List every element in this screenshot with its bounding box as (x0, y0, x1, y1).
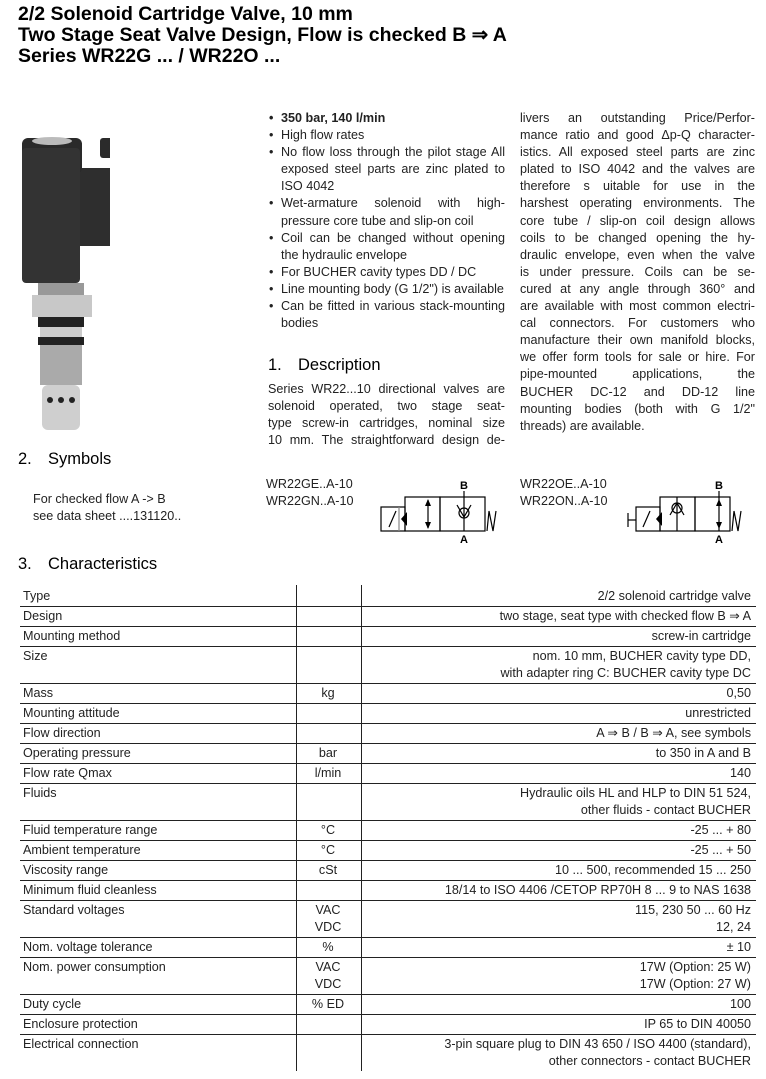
table-row (20, 784, 756, 821)
port-label-b: B (715, 480, 723, 492)
section-title: Description (298, 356, 381, 374)
param-value (362, 607, 757, 627)
value-line: 115, 230 50 ... 60 Hz (635, 903, 751, 917)
model-code: WR22GE..A-10 (266, 477, 353, 491)
port-label-b: B (460, 480, 468, 492)
section-number: 2. (18, 450, 32, 468)
value-line: IP 65 to DIN 40050 (644, 1017, 751, 1031)
value-line: nom. 10 mm, BUCHER cavity type DD, (532, 649, 751, 663)
symbols-note (33, 491, 181, 525)
param-name: Type (20, 585, 297, 607)
title-line: 2/2 Solenoid Cartridge Valve, 10 mm (18, 3, 353, 25)
text-line: therefore s uitable for use in the (520, 179, 755, 194)
param-value (362, 585, 757, 607)
param-name: Flow direction (20, 724, 297, 744)
table-row (20, 861, 756, 881)
param-name: Size (20, 647, 297, 684)
note-line: For checked flow A -> B (33, 492, 166, 506)
param-value (362, 684, 757, 704)
text-line: plated to ISO 4042 and the valves are (520, 162, 755, 177)
param-value (362, 627, 757, 647)
text-line: pipe-mounted applications, the (520, 367, 755, 382)
param-unit (297, 704, 362, 724)
text-line: mance ratio and good Δp-Q character- (520, 128, 755, 143)
feature-item: • High flow rates (268, 127, 505, 144)
table-row (20, 744, 756, 764)
param-name: Mounting method (20, 627, 297, 647)
value-line: -25 ... + 50 (690, 843, 751, 857)
symbol-codes-g (266, 476, 353, 510)
value-line: 2/2 solenoid cartridge valve (597, 589, 751, 603)
feature-item: • 350 bar, 140 l/min (268, 110, 505, 127)
text-line: manufacture their own manifold blocks, (520, 333, 755, 348)
series-line: Series WR22G ... / WR22O ... (18, 45, 281, 67)
feature-item: • Can be fitted in various stack-mounting bodies (268, 298, 505, 332)
value-line: 17W (Option: 27 W) (639, 977, 751, 991)
model-code: WR22OE..A-10 (520, 477, 607, 491)
table-row (20, 627, 756, 647)
param-value (362, 744, 757, 764)
table-row (20, 704, 756, 724)
characteristics-table (20, 585, 756, 1071)
value-line: unrestricted (685, 706, 751, 720)
value-line: 140 (729, 766, 751, 780)
description-right (520, 110, 755, 435)
param-unit: % (297, 938, 362, 958)
param-unit (297, 607, 362, 627)
text-line: BUCHER DC-12 and DD-12 line (520, 384, 755, 399)
table-row (20, 724, 756, 744)
value-line: other connectors - contact BUCHER (548, 1054, 751, 1068)
feature-item: • Line mounting body (G 1/2") is available (268, 281, 505, 298)
value-line: 100 (729, 997, 751, 1011)
param-value (362, 1035, 757, 1072)
valve-symbol-normally-open (622, 475, 752, 545)
param-unit (297, 784, 362, 821)
param-unit: VAC VDC (297, 958, 362, 995)
subtitle-line: Two Stage Seat Valve Design, Flow is checked B ⇒ A (18, 24, 507, 46)
table-row (20, 881, 756, 901)
param-name: Minimum fluid cleanless (20, 881, 297, 901)
valve-photo (10, 108, 110, 438)
param-unit: VAC VDC (297, 901, 362, 938)
table-row (20, 938, 756, 958)
param-value (362, 938, 757, 958)
table-row (20, 607, 756, 627)
table-row (20, 585, 756, 607)
param-name: Standard voltages (20, 901, 297, 938)
param-name: Fluids (20, 784, 297, 821)
section-heading-description (268, 356, 381, 375)
section-heading-characteristics (18, 555, 157, 574)
param-value (362, 841, 757, 861)
model-code: WR22GN..A-10 (266, 494, 354, 508)
param-unit: cSt (297, 861, 362, 881)
text-line: mounting bodies (both with G 1/2" (520, 401, 755, 416)
feature-item: • Coil can be changed without opening the hydraulic envelope (268, 230, 505, 264)
param-name: Mounting attitude (20, 704, 297, 724)
description-left (268, 381, 505, 449)
param-name: Fluid temperature range (20, 821, 297, 841)
value-line: 0,50 (726, 686, 751, 700)
value-line: 3-pin square plug to DIN 43 650 / ISO 4400 (standard), (444, 1037, 751, 1051)
section-number: 3. (18, 555, 32, 573)
port-label-a: A (460, 534, 468, 545)
param-name: Flow rate Qmax (20, 764, 297, 784)
text-line: threads) are available. (520, 418, 645, 433)
value-line: -25 ... + 80 (690, 823, 751, 837)
value-line: two stage, seat type with checked flow B ⇒ A (499, 609, 751, 623)
value-line: 17W (Option: 25 W) (639, 960, 751, 974)
param-name: Enclosure protection (20, 1015, 297, 1035)
value-line: with adapter ring C: BUCHER cavity type DC (500, 666, 751, 680)
param-name: Operating pressure (20, 744, 297, 764)
param-name: Electrical connection (20, 1035, 297, 1072)
value-line: screw-in cartridge (651, 629, 751, 643)
param-value (362, 784, 757, 821)
param-unit: °C (297, 841, 362, 861)
value-line: 10 ... 500, recommended 15 ... 250 (554, 863, 751, 877)
feature-item: • Wet-armature solenoid with high-pressure core tube and slip-on coil (268, 195, 505, 229)
param-name: Nom. power consumption (20, 958, 297, 995)
table-row (20, 684, 756, 704)
text-line: we offer form tools for sale or hire. For (520, 350, 755, 365)
param-unit (297, 627, 362, 647)
param-unit: °C (297, 821, 362, 841)
port-label-a: A (715, 534, 723, 545)
text-line: are available with most common electri- (520, 299, 755, 314)
value-line: other fluids - contact BUCHER (580, 803, 751, 817)
param-value (362, 647, 757, 684)
param-unit: l/min (297, 764, 362, 784)
param-value (362, 704, 757, 724)
param-value (362, 958, 757, 995)
value-line: to 350 in A and B (655, 746, 751, 760)
param-unit (297, 881, 362, 901)
section-number: 1. (268, 356, 282, 374)
param-unit (297, 647, 362, 684)
param-unit: bar (297, 744, 362, 764)
param-name: Mass (20, 684, 297, 704)
table-row (20, 901, 756, 938)
symbol-codes-o (520, 476, 607, 510)
text-line: solenoid operated, two stage seat- (268, 399, 505, 414)
param-name: Ambient temperature (20, 841, 297, 861)
text-line: core tube / slip-on coil design allows (520, 213, 755, 228)
valve-symbol-normally-closed (375, 475, 505, 545)
param-unit (297, 1015, 362, 1035)
section-heading-symbols (18, 450, 111, 469)
param-value (362, 881, 757, 901)
table-row (20, 841, 756, 861)
value-line: 18/14 to ISO 4406 /CETOP RP70H 8 ... 9 to NAS 1638 (444, 883, 751, 897)
param-name: Design (20, 607, 297, 627)
value-line: A ⇒ B / B ⇒ A, see symbols (596, 726, 751, 740)
text-line: cured at any angle through 360° and (520, 281, 755, 296)
value-line: Hydraulic oils HL and HLP to DIN 51 524, (519, 786, 751, 800)
model-code: WR22ON..A-10 (520, 494, 608, 508)
param-value (362, 764, 757, 784)
value-line: ± 10 (726, 940, 751, 954)
table-row (20, 958, 756, 995)
note-line: see data sheet ....131120.. (33, 509, 182, 523)
param-unit (297, 1035, 362, 1072)
table-row (20, 995, 756, 1015)
param-unit: % ED (297, 995, 362, 1015)
param-unit (297, 724, 362, 744)
param-value (362, 724, 757, 744)
text-line: type screw-in cartridges, nominal size (268, 416, 505, 431)
text-line: cal connectors. For customers who (520, 316, 755, 331)
text-line: harshest operating environments. The (520, 196, 755, 211)
text-line: coils to be changed opening the hy- (520, 230, 755, 245)
section-title: Symbols (48, 450, 112, 468)
param-unit: kg (297, 684, 362, 704)
text-line: is under pressure. Coils can be se- (520, 264, 755, 279)
text-line: livers an outstanding Price/Perfor- (520, 111, 755, 125)
param-value (362, 1015, 757, 1035)
value-line: 12, 24 (715, 920, 751, 934)
param-value (362, 821, 757, 841)
table-row (20, 1015, 756, 1035)
param-name: Nom. voltage tolerance (20, 938, 297, 958)
feature-item: • For BUCHER cavity types DD / DC (268, 264, 505, 281)
param-name: Viscosity range (20, 861, 297, 881)
text-line: 10 mm. The straightforward design de- (268, 433, 505, 448)
page-title (18, 4, 507, 67)
param-unit (297, 585, 362, 607)
feature-list (268, 110, 505, 332)
param-value (362, 995, 757, 1015)
feature-item: • No flow loss through the pilot stage All exposed steel parts are zinc plated to ISO 4042 (268, 144, 505, 195)
param-value (362, 861, 757, 881)
text-line: Series WR22...10 directional valves are (268, 382, 505, 396)
table-row (20, 647, 756, 684)
section-title: Characteristics (48, 555, 158, 573)
table-row (20, 764, 756, 784)
table-row (20, 821, 756, 841)
param-value (362, 901, 757, 938)
text-line: istics. All exposed steel parts are zinc (520, 145, 755, 160)
text-line: draulic envelope, even when the valve (520, 247, 755, 262)
param-name: Duty cycle (20, 995, 297, 1015)
table-row (20, 1035, 756, 1072)
